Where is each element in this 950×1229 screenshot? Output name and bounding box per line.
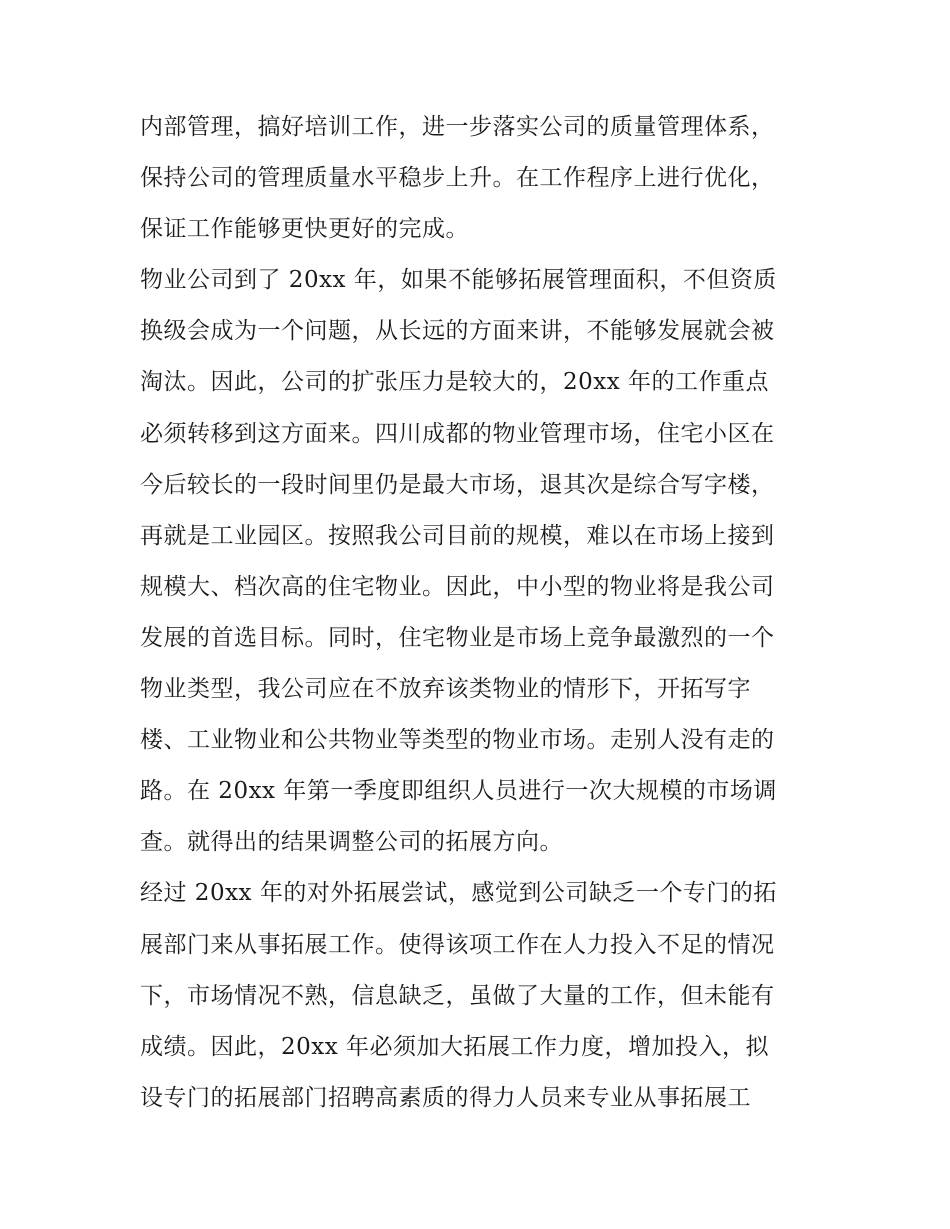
text-line: 发展的首选目标。同时，住宅物业是市场上竞争最激烈的一个 — [140, 624, 775, 651]
document-body — [140, 102, 820, 1124]
text-line: 物业类型，我公司应在不放弃该类物业的情形下，开拓写字 — [140, 676, 751, 703]
text-line: 楼、工业物业和公共物业等类型的物业市场。走别人没有走的 — [140, 727, 775, 754]
text-line: 规模大、档次高的住宅物业。因此，中小型的物业将是我公司 — [140, 573, 775, 600]
text-line: 今后较长的一段时间里仍是最大市场，退其次是综合写字楼， — [140, 471, 775, 498]
text-line: 经过 20xx 年的对外拓展尝试，感觉到公司缺乏一个专门的拓 — [140, 880, 777, 907]
paragraph-expansion-department — [140, 868, 820, 1123]
paragraph-market-expansion — [140, 255, 820, 868]
text-line: 展部门来从事拓展工作。使得该项工作在人力投入不足的情况 — [140, 931, 775, 958]
text-line: 保证工作能够更快更好的完成。 — [140, 216, 469, 243]
text-line: 查。就得出的结果调整公司的拓展方向。 — [140, 829, 563, 856]
text-line: 换级会成为一个问题，从长远的方面来讲，不能够发展就会被 — [140, 318, 775, 345]
text-line: 再就是工业园区。按照我公司目前的规模，难以在市场上接到 — [140, 522, 775, 549]
text-line: 物业公司到了 20xx 年，如果不能够拓展管理面积，不但资质 — [140, 267, 777, 294]
text-line: 必须转移到这方面来。四川成都的物业管理市场，住宅小区在 — [140, 420, 775, 447]
text-line: 保持公司的管理质量水平稳步上升。在工作程序上进行优化， — [140, 165, 775, 192]
paragraph-quality-management — [140, 102, 820, 255]
text-line: 设专门的拓展部门招聘高素质的得力人员来专业从事拓展工 — [140, 1084, 751, 1111]
text-line: 内部管理，搞好培训工作，进一步落实公司的质量管理体系， — [140, 114, 775, 140]
text-line: 淘汰。因此，公司的扩张压力是较大的，20xx 年的工作重点 — [140, 369, 770, 396]
text-line: 下，市场情况不熟，信息缺乏，虽做了大量的工作，但未能有 — [140, 982, 775, 1009]
text-line: 成绩。因此，20xx 年必须加大拓展工作力度，增加投入，拟 — [140, 1033, 770, 1060]
text-line: 路。在 20xx 年第一季度即组织人员进行一次大规模的市场调 — [140, 778, 777, 805]
